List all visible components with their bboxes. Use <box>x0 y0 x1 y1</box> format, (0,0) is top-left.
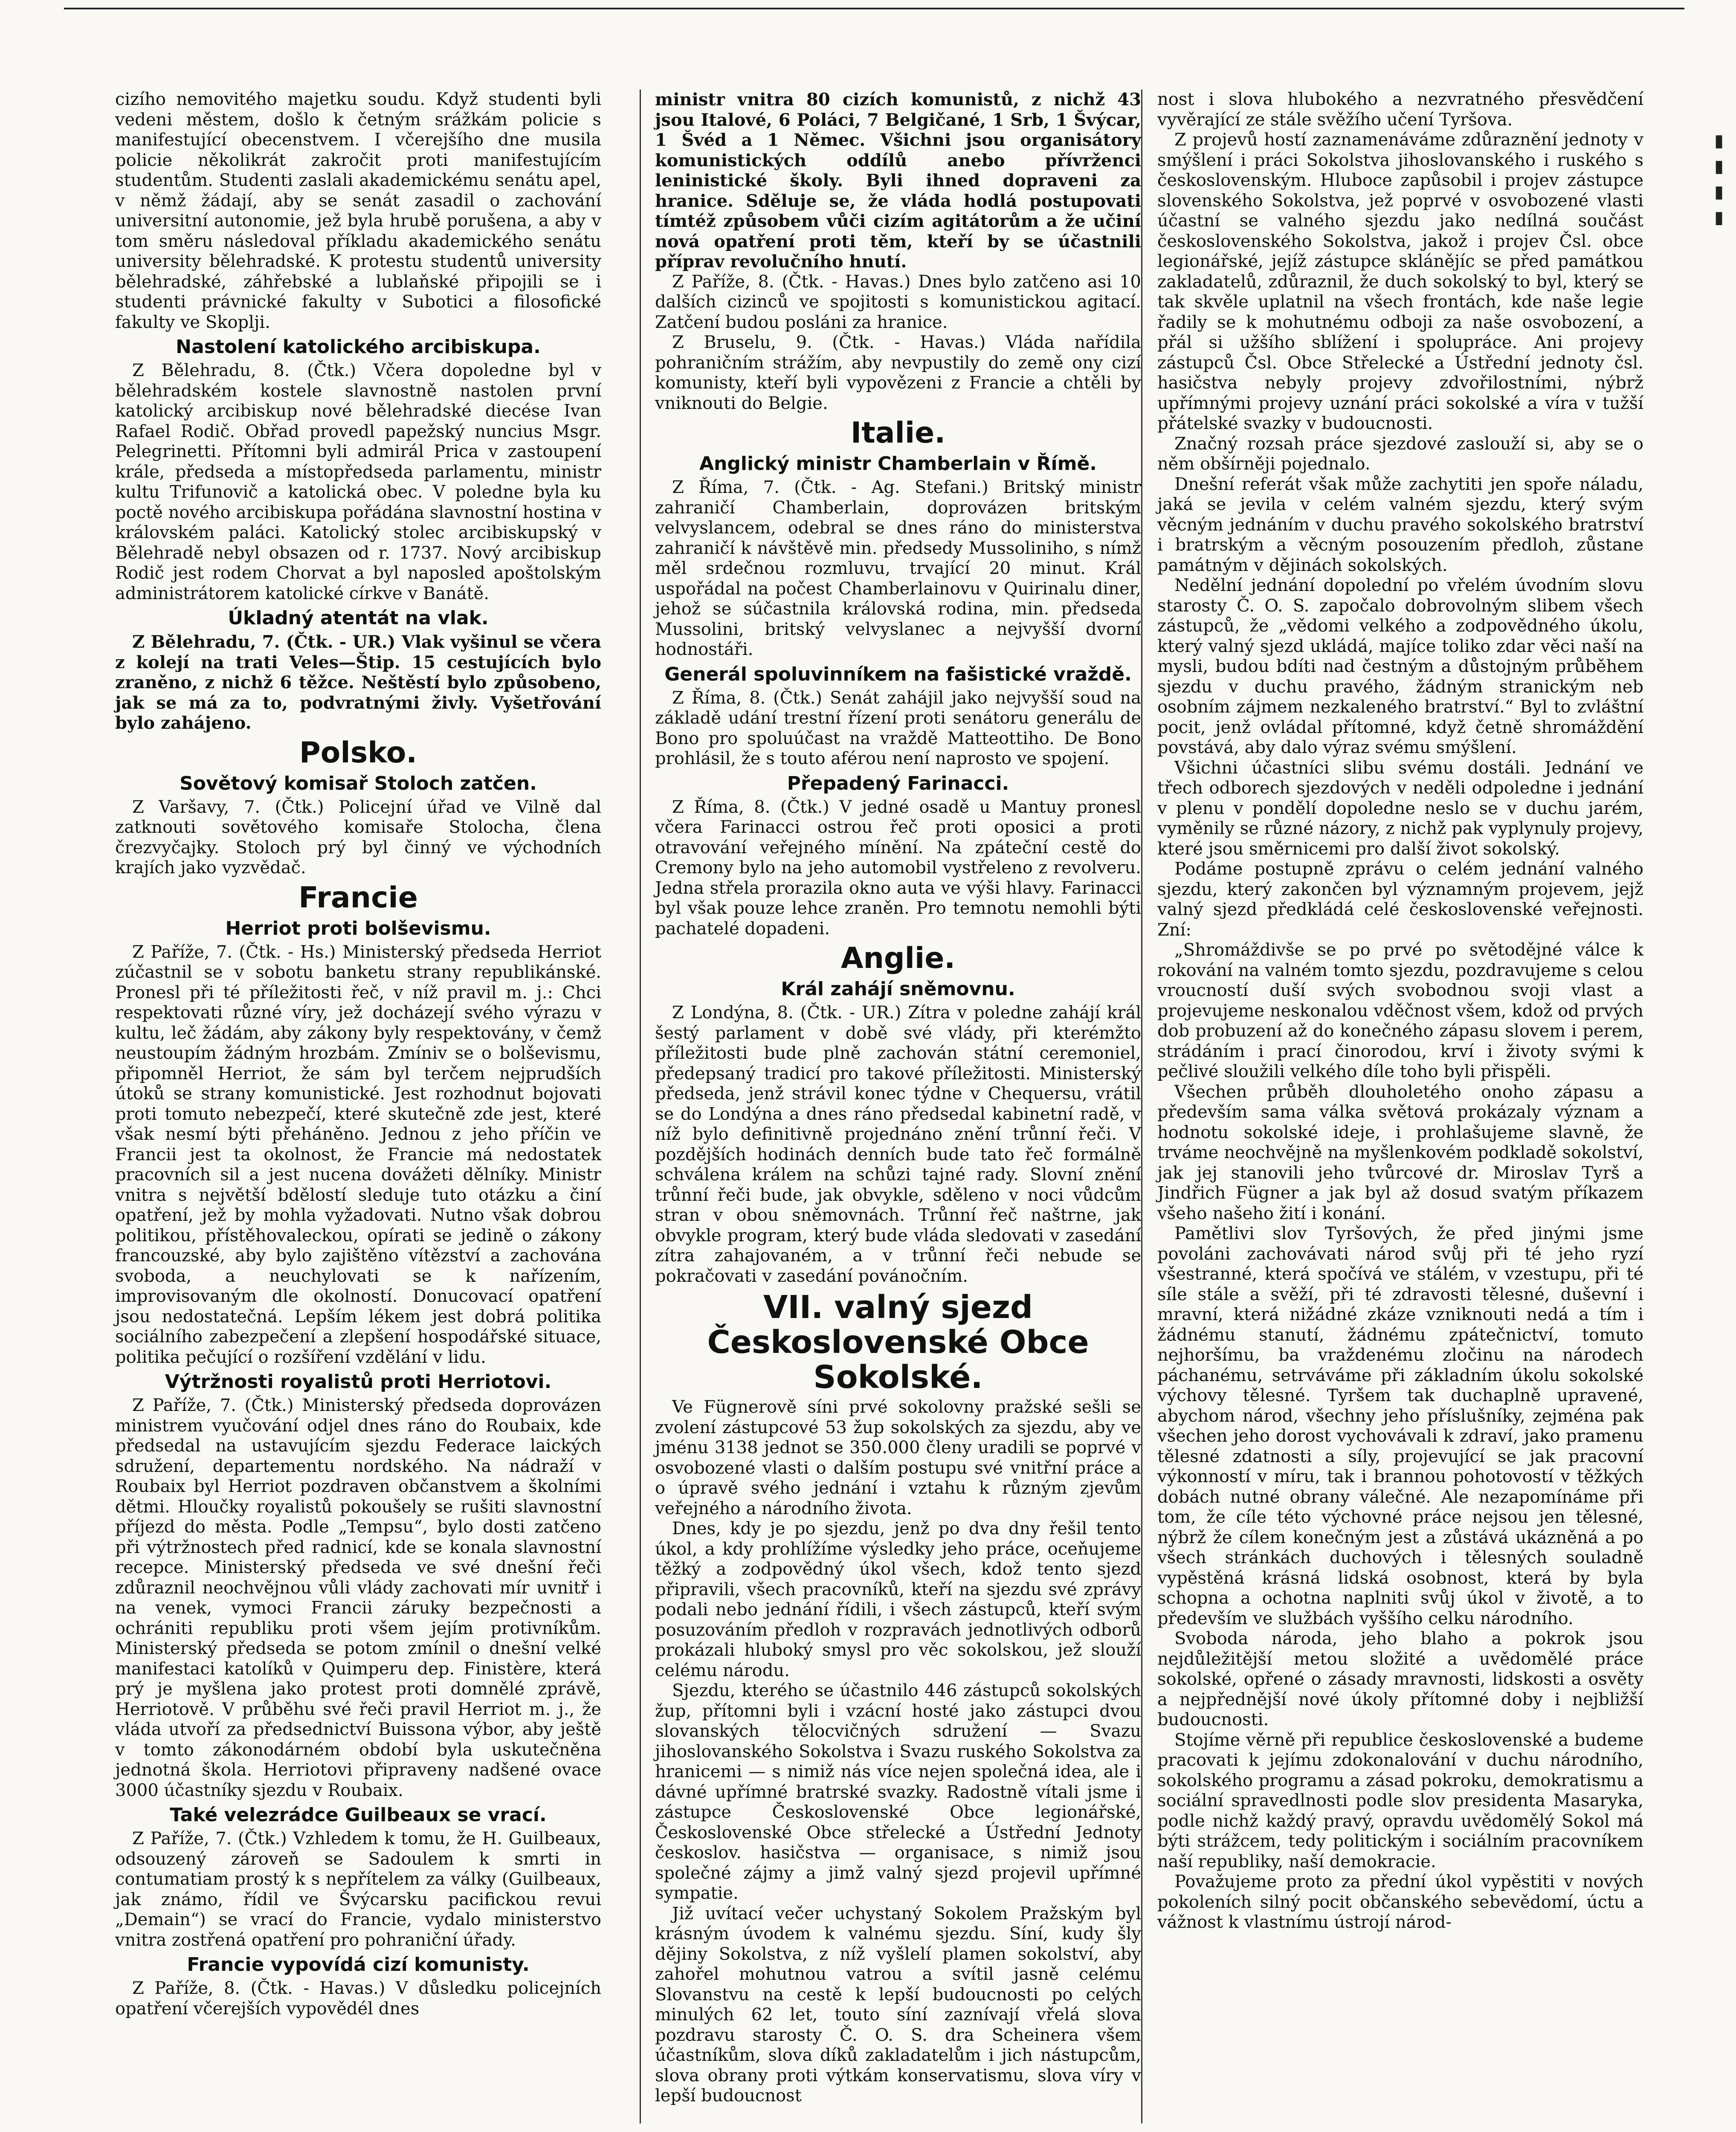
article-heading: Nastolení katolického arcibiskupa. <box>176 336 541 358</box>
article-text: Z projevů hostí zaznamenáváme zdůraznění jednoty v smýšlení i práci Sokolstva jihoslovanského i ruského s československým. Hluboce zapůsobil i projev zástupce slovenského Sokolstva, jež poprvé v osvobozené vlasti účastní se valného sjezdu jako nedílná součást československého Sokolstva, jakož i projev Čsl. obce legionářské, jejíž zástupce sklánějíc se před památkou zakladatelů, zdůraznil, že duch sokolský to byl, který se tak skvěle uplatnil na všech frontách, kde naše legie řadily se k mohutnému odboji za naše osvobození, a přál si užšího sblížení i spolupráce. Ani projevy zástupců Čsl. Obce Střelecké a Ústřední jednoty čsl. hasičstva nebyly projevy zdvořilostními, nýbrž upřímnými projevy uznání práci sokolské a víra v tužší přátelské svazky v budoucnosti. <box>1157 130 1643 433</box>
article-text: Z Paříže, 7. (Čtk.) Vzhledem k tomu, že H. Guilbeaux, odsouzený zároveň se Sadoulem k smrti in contumatiam prostý k s nepřítelem za války (Guilbeaux, jak známo, řídil ve Švýcarsku pacifickou revui „Demain“) se vrací do Francie, vydalo ministerstvo vnitra zostřená opatření pro pohraniční úřady. <box>115 1829 601 1950</box>
section-heading: Polsko. <box>299 736 417 770</box>
article-heading: Herriot proti bolševismu. <box>225 917 491 939</box>
article-text: Pamětlivi slov Tyršových, že před jinými jsme povoláni zachovávati národ svůj při té jeho ryzí všestranné, která spočívá ve stálém, v vzestupu, při té síle stále a svěží, při té zdravosti tělesné, duševní i mravní, která nižádné zkáze vzniknouti nedá a tím i žádnému stanutí, žádnému zpátečnictví, tomuto nejhoršímu, ba vraždenému zločinu na národech páchanému, setrváváme při základním úkolu sokolské výchovy tělesné. Tyršem tak duchaplně upravené, abychom národ, všechny jeho příslušníky, zejména pak všechen jeho dorost vychovávali k zdraví, jako pramenu tělesné zdatnosti a síly, projevující se jak pracovní výkonností v míru, tak i brannou pohotovostí v těžkých dobách nutné obrany válečné. Ale nezapomínáme při tom, že cíle této výchovné práce nejsou jen tělesné, nýbrž že cílem konečným jest a zůstává ukázněná a po všech stránkách duchových i tělesných souladně vypěstěná krásná lidská osobnost, která by byla schopna a ochotna naplniti svůj úkol v životě, a to především ve službách vyššího celku národního. <box>1157 1224 1643 1628</box>
article-text: Z Paříže, 8. (Čtk. - Havas.) V důsledku policejních opatření včerejších vypovědél dnes <box>115 1978 601 2019</box>
article-heading: Francie vypovídá cizí komunisty. <box>187 1954 530 1976</box>
article-text: Z Bělehradu, 7. (Čtk. - UR.) Vlak vyšinul se včera z kolejí na trati Veles—Štip. 15 cestujících bylo zraněno, z nichž 6 těžce. Neštěstí bylo způsobeno, jak se má za to, podvratnými živly. Vyšetřování bylo zahájeno. <box>115 632 601 733</box>
article-text: Z Bruselu, 9. (Čtk. - Havas.) Vláda nařídila pohraničním strážím, aby nevpustily do země ony cizí komunisty, kteří byli vypovězeni z Francie a chtěli by vniknouti do Belgie. <box>655 333 1141 413</box>
section-heading: Anglie. <box>840 941 956 975</box>
article-text: nost i slova hlubokého a nezvratného přesvědčení vyvěrající ze stále svěžího učení Tyršova. <box>1157 90 1643 130</box>
article-text: Z Bělehradu, 8. (Čtk.) Včera dopoledne byl v bělehradském kostele slavnostně nastolen první katolický arcibiskup nové bělehradské diecése Ivan Rafael Rodič. Obřad provedl papežský nuncius Msgr. Pelegrinetti. Přítomni byli admirál Prica v zastoupení krále, předseda a místopředseda parlamentu, ministr kultu Trifunovič a katolická obec. V poledne byla ku poctě nového arcibiskupa pořádána slavnostní hostina v královském paláci. Katolický stolec arcibiskupský v Bělehradě nebyl obsazen od r. 1737. Nový arcibiskup Rodič jest rodem Chorvat a byl naposled apoštolským administrátorem katolické církve v Banátě. <box>115 361 601 603</box>
article-text: Z Londýna, 8. (Čtk. - UR.) Zítra v poledne zahájí král šestý parlament v době své vlády, při kterémžto příležitosti bude plně zachován státní ceremoniel, předepsaný tradicí pro takové příležitosti. Ministerský předseda, jenž strávil konec týdne v Chequersu, vrátil se do Londýna a dnes ráno předsedal kabinetní radě, v níž bylo definitivně projednáno znění trůnní řeči. V pozdějších hodinách denních bude tato řeč formálně schválena králem na schůzi tajné rady. Slovní znění trůnní řeči bude, jak obvykle, sděleno v noci vůdcům stran v obou sněmovnách. Trůnní řeč naštrne, jak obvykle program, který bude vláda sledovati v zasedání zítra zahajovaném, a v trůnní řeči nebude se pokračovati v zasedání povánočním. <box>655 1003 1141 1286</box>
article-text: Považujeme proto za přední úkol vypěstiti v nových pokoleních silný pocit občanského sebevědomí, úctu a vážnost k vlastnímu ústrojí národ- <box>1157 1872 1643 1932</box>
article-text: Všechen průběh dlouholetého onoho zápasu a především sama válka světová prokázaly význam a hodnotu sokolské ideje, i prohlašujeme slavně, že trváme neochvějně na myšlenkovém podkladě sokolství, jak jej stanovili jeho tvůrcové dr. Miroslav Tyrš a Jindřich Fügner a jak byl až dosud svatým příkazem všeho našeho žití i konání. <box>1157 1082 1643 1223</box>
article-text: Z Říma, 7. (Čtk. - Ag. Stefani.) Britský ministr zahraničí Chamberlain, doprovázen britským velvyslancem, odebral se dnes ráno do ministerstva zahraničí k návštěvě min. předsedy Mussoliniho, s nímž měl srdečnou rozmluvu, trvající 20 minut. Král uspořádal na počest Chamberlainovu v Quirinalu diner, jehož se súčastnila královská rodina, min. předseda Mussolini, britský velvyslanec a nejvyšší dvorní hodnostáři. <box>655 478 1141 659</box>
article-heading: Král zahájí sněmovnu. <box>781 978 1015 1000</box>
page-edge-fragment: ▮ ▮ ▮ ▮ <box>1714 131 1724 227</box>
article-text: Z Říma, 8. (Čtk.) V jedné osadě u Mantuy pronesl včera Farinacci ostrou řeč proti oposici a proti otravování veřejného mínění. Na zpáteční cestě do Cremony bylo na jeho automobil vystřeleno z revolveru. Jedna střela prorazila okno auta ve výši hlavy. Farinacci byl však pouze lehce zraněn. Pro temnotu nemohli býti pachatelé dopadeni. <box>655 797 1141 939</box>
article-text: „Shromáždivše se po prvé po světodějné válce k rokování na valném tomto sjezdu, pozdravujeme s celou vroucností duší svých svobodnou svoji vlast a projevujeme neskonalou vděčnost všem, kdož od prvých dob probuzení až do konečného zápasu slovem i perem, strádáním i prací činorodou, krví i životy svými k pečlivé sloužili velkého díle toho byli přispěli. <box>1157 940 1643 1081</box>
article-text: ministr vnitra 80 cizích komunistů, z nichž 43 jsou Italové, 6 Poláci, 7 Belgičané, 1 Srb, 1 Švýcar, 1 Švéd a 1 Němec. Všichni jsou organisátory komunistických oddílů anebo přívrženci leninistické školy. Byli ihned dopraveni za hranice. Sděluje se, že vláda hodlá postupovati tímtéž způsobem vůči cizím agitátorům a že učiní nová opatření proti těm, kteří by se účastnili příprav revolučního hnutí. <box>655 90 1141 272</box>
article-heading: Generál spoluvinníkem na fašistické vraždě. <box>664 663 1132 685</box>
article-heading: Také velezrádce Guilbeaux se vrací. <box>170 1804 547 1826</box>
section-heading: Francie <box>299 881 418 915</box>
article-heading: Přepadený Farinacci. <box>787 772 1009 794</box>
column-2 <box>655 90 1141 2106</box>
article-heading: Sovětový komisař Stoloch zatčen. <box>180 772 537 794</box>
article-text: Dnešní referát však může zachytiti jen spoře náladu, jaká se jevila v celém valném sjezdu, který svým věcným jednáním v duchu pravého sokolského bratrství i bratrským a věcným posouzením předloh, zůstane památným v dějinách sokolských. <box>1157 474 1643 575</box>
article-heading: Úkladný atentát na vlak. <box>228 607 489 629</box>
article-text: Dnes, kdy je po sjezdu, jenž po dva dny řešil tento úkol, a kdy prohlížíme výsledky jeho práce, oceňujeme těžký a zodpovědný úkol všech, kdož tento sjezd připravili, všech pracovníků, kteří na sjezdu své zprávy podali nebo jednání řídili, i všech zástupců, kteří svým posuzováním předloh v rozpravách jednotlivých odborů prokázali hluboký smysl pro věc sokolskou, jež slouží celému národu. <box>655 1519 1141 1680</box>
column-rule <box>640 90 641 2123</box>
feature-heading: VII. valný sjezd Československé Obce Sokolské. <box>707 1289 1089 1396</box>
section-heading: Italie. <box>850 416 946 450</box>
article-text: Již uvítací večer uchystaný Sokolem Pražským byl krásným úvodem k valnému sjezdu. Síní, kudy šly dějiny Sokolstva, z níž vyšlelí plamen sokolství, aby zahořel mohutnou vatrou a svítil jasně celému Slovanstvu na cestě k lepší budoucnosti po celých minulých 62 let, touto síní zaznívají vřelá slova pozdravu starosty Č. O. S. dra Scheinera všem účastníkům, slova díků zakladatelům i jich nástupcům, slova obrany proti výtkám konservatismu, slova víry v lepší budoucnost <box>655 1903 1141 2106</box>
article-text: Z Paříže, 8. (Čtk. - Havas.) Dnes bylo zatčeno asi 10 dalších cizinců ve spojitosti s komunistickou agitací. Zatčení budou posláni za hranice. <box>655 272 1141 332</box>
article-text: Sjezdu, kterého se účastnilo 446 zástupců sokolských žup, přítomni byli i vzácní hosté jako zástupci dvou slovanských tělocvičných sdružení — Svazu jihoslovanského Sokolstva i Svazu ruského Sokolstva za hranicemi — s nimiž nás více nejen společná idea, ale i dávné upřímné bratrské svazky. Radostně vítali jsme i zástupce Československé Obce legionářské, Československé Obce střelecké a Ústřední Jednoty českoslov. hasičstva — organisace, s nimiž jsou společné zájmy a jimž valný sjezd projevil upřímné sympatie. <box>655 1681 1141 1903</box>
article-text: Nedělní jednání dopolední po vřelém úvodním slovu starosty Č. O. S. započalo dobrovolným slibem všech zástupců, že „vědomi velkého a zodpovědného úkolu, který valný sjezd ukládá, majíce toliko zdar věci naší na mysli, budou bdíti nad čestným a důstojným průběhem sjezdu v duchu pravého, žádným stranickým neb osobním zájmem nezkaleného bratrství.“ Byl to zvláštní pocit, jenž ovládal přítomné, když četně shromáždění povstává, aby dalo výraz svému smýšlení. <box>1157 576 1643 757</box>
article-text: Z Paříže, 7. (Čtk. - Hs.) Ministerský předseda Herriot zúčastnil se v sobotu banketu strany republikánské. Pronesl při té příležitosti řeč, v níž pravil m. j.: Chci respektovati různé víry, jež docházejí svého výrazu v kultu, leč žádám, aby zákony byly respektovány, v čemž neustoupím žádným hrozbám. Zmíniv se o bolševismu, připomněl Herriot, že sám byl terčem nejprudších útoků se strany komunistické. Jest rozhodnut bojovati proti tomuto nebezpečí, které skutečně zde jest, které však nesmí býti přeháněno. Jednou z jeho příčin ve Francii jest ta okolnost, že Francie má nedostatek pracovních sil a jest nucena dovážeti dělníky. Ministr vnitra s největší bdělostí sleduje tuto otázku a činí opatření, jež by mohla vyžadovati. Nutno však dobrou politikou, přístěhovaleckou, opírati se jedině o zákony francouzské, aby bylo zajištěno vítězství a zachována svoboda, a neuchylovati se k nařízením, improvisovaným dle okolností. Donucovací opatření jsou nedostatečná. Lepším lékem jest dobrá politika sociálního zabezpečení a zlepšení hospodářské situace, politika pečující o rozšíření vzdělání v lidu. <box>115 942 601 1367</box>
article-text: cizího nemovitého majetku soudu. Když studenti byli vedeni městem, došlo k četným srážkám policie s manifestující obecenstvem. I včerejšího dne musila policie několikrát zakročit proti manifestujícím studentům. Studenti zaslali akademickému senátu apel, v němž žádají, aby se senát zasadil o zachování universitní autonomie, jež byla hrubě porušena, a aby v tom směru následoval příkladu akademického senátu university bělehradské. K protestu studentů university bělehradské, záhřebské a lublaňské připojili se i studenti právnické fakulty v Subotici a filosofické fakulty ve Skoplji. <box>115 90 601 332</box>
article-text: Svoboda národa, jeho blaho a pokrok jsou nejdůležitější metou složité a uvědomělé práce sokolské, opřené o zásady mravnosti, lidskosti a osvěty a nejpřednější nové úkoly přítomné doby i nejbližší budoucnosti. <box>1157 1629 1643 1729</box>
column-1 <box>115 90 601 2019</box>
article-text: Stojíme věrně při republice československé a budeme pracovati k jejímu zdokonalování v duchu národního, sokolského programu a zásad pokroku, demokratismu a sociální spravedlnosti podle slov presidenta Masaryka, podle nichž každý pravý, opravdu uvědomělý Sokol má býti strážcem, tedy politickým i sociálním pracovníkem naší republiky, naší demokracie. <box>1157 1730 1643 1871</box>
article-text: Z Paříže, 7. (Čtk.) Ministerský předseda doprovázen ministrem vyučování odjel dnes ráno do Roubaix, kde předsedal na ustavujícím sjezdu Federace laických sdružení, departementu nordského. Na nádraží v Roubaix byl Herriot pozdraven občanstvem a školními dětmi. Hloučky royalistů pokoušely se rušiti slavnostní příjezd do města. Podle „Tempsu“, bylo dosti zatčeno při výtržnostech před radnicí, kde se konala slavnostní recepce. Ministerský předseda ve své dnešní řeči zdůraznil neochvějnou vůli vlády zachovati mír uvnitř i na venek, vymoci Francii záruky bezpečnosti a ochrániti republiku proti všem jejím protivníkům. Ministerský předseda se potom zmínil o dnešní velké manifestaci katolíků v Quimperu dep. Finistère, která prý je myšlena jako protest proti domnělé zprávě, Herriotově. V průběhu své řeči pravil Herriot m. j., že vláda utvoří za předsednictví Buissona výbor, aby ještě v tomto zákonodárném období byla uskutečněna jednotná škola. Herriotovi připraveny nadšené ovace 3000 účastníky sjezdu v Roubaix. <box>115 1396 601 1800</box>
column-rule <box>1141 90 1142 2123</box>
article-text: Všichni účastníci slibu svému dostáli. Jednání ve třech odborech sjezdových v neděli odpoledne i jednání v plenu v pondělí dopoledne neslo se v duchu jarém, vyměnily se různé názory, z nichž pak vyplynuly projevy, které jsou směrnicemi pro další život sokolský. <box>1157 758 1643 859</box>
column-3 <box>1157 90 1643 1933</box>
article-text: Z Říma, 8. (Čtk.) Senát zahájil jako nejvyšší soud na základě udání trestní řízení proti senátoru generálu de Bono pro spoluúčast na vraždě Matteottiho. De Bono prohlásil, že s touto aférou není naprosto ve spojení. <box>655 688 1141 768</box>
article-text: Podáme postupně zprávu o celém jednání valného sjezdu, který zakončen byl významným projevem, jejž valný sjezd předkládá celé československé veřejnosti. Zní: <box>1157 859 1643 940</box>
top-rule <box>64 8 1684 9</box>
article-heading: Výtržnosti royalistů proti Herriotovi. <box>165 1371 552 1393</box>
article-heading: Anglický ministr Chamberlain v Římě. <box>699 453 1097 475</box>
article-text: Značný rozsah práce sjezdové zaslouží si, aby se o něm obšírněji pojednalo. <box>1157 434 1643 474</box>
article-text: Ve Fügnerově síni prvé sokolovny pražské sešli se zvolení zástupcové 53 žup sokolských za sjezdu, aby ve jménu 3138 jednot se 350.000 členy uradili se poprvé v osvobozené vlasti o dalším postupu své vnitřní práce a o úpravě svého jednání i vztahu k různým zjevům veřejného a národního života. <box>655 1397 1141 1518</box>
article-text: Z Varšavy, 7. (Čtk.) Policejní úřad ve Vilně dal zatknouti sovětového komisaře Stolocha, člena črezvyčajky. Stoloch prý byl činný ve východních krajích jako vyzvědač. <box>115 797 601 878</box>
